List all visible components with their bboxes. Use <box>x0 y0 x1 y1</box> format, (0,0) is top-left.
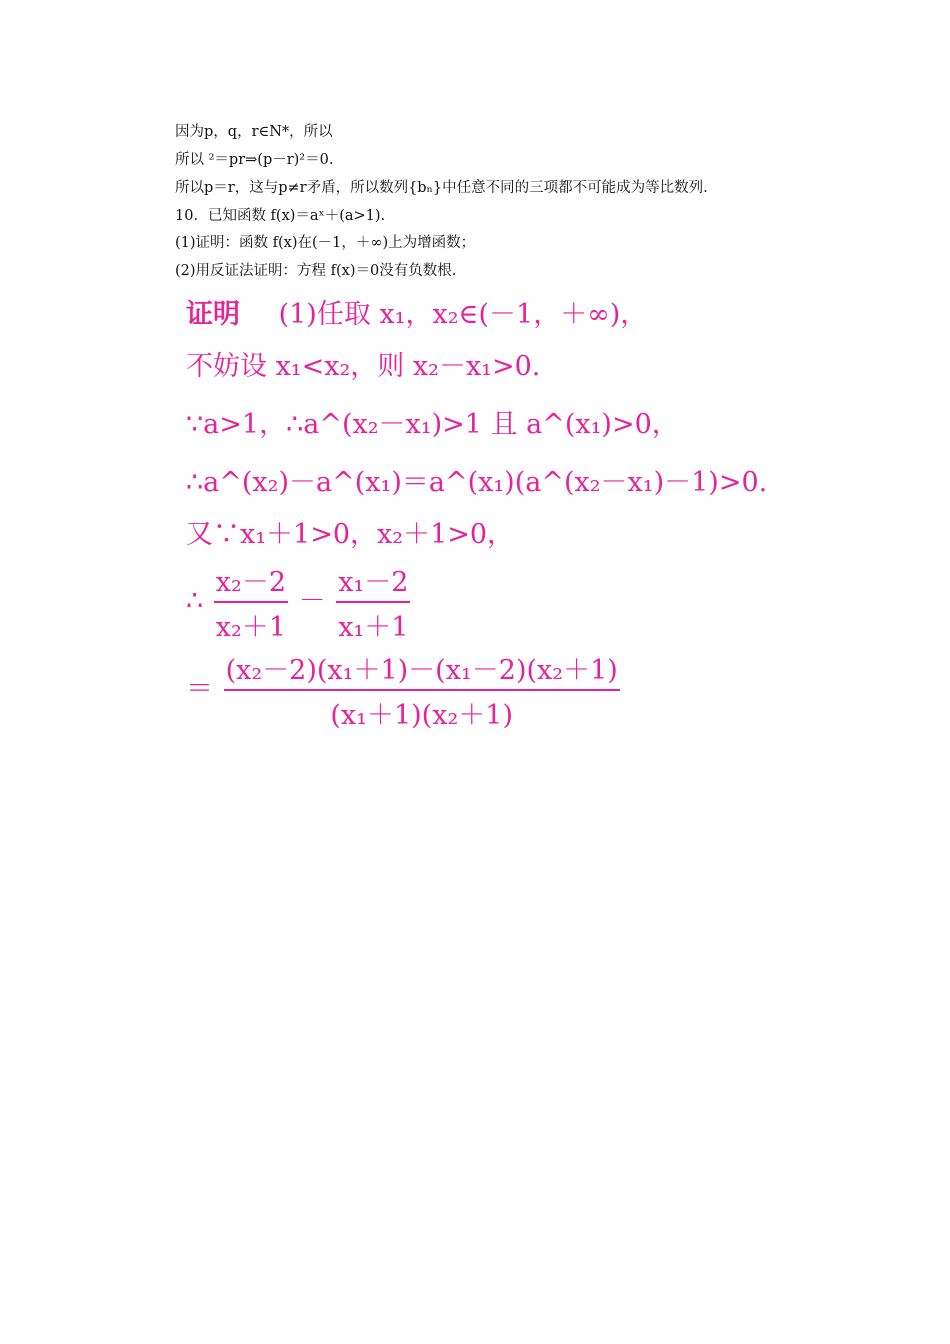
fraction-2-denominator: x₁＋1 <box>338 612 409 643</box>
proof-line-2: 不妨设 x₁<x₂，则 x₂－x₁>0. <box>186 351 541 382</box>
proof-line-3: ∵a>1，∴a^(x₂－x₁)>1 且 a^(x₁)>0， <box>186 409 679 440</box>
fraction-3 <box>224 648 620 732</box>
proof-heading: 证明 <box>186 299 240 330</box>
proof-line-6 <box>186 560 412 644</box>
fraction-2-numerator: x₁－2 <box>336 560 410 603</box>
proof-line-7 <box>186 648 622 732</box>
text-line-2: 所以 ²＝pr⇒(p－r)²＝0. <box>175 152 334 168</box>
text-line-3: 所以p＝r，这与p≠r矛盾，所以数列{bₙ}中任意不同的三项都不可能成为等比数列. <box>175 180 708 196</box>
equals-sign: ＝ <box>186 673 213 705</box>
proof-line-1 <box>186 292 647 331</box>
proof-line-5: 又∵x₁＋1>0，x₂＋1>0， <box>186 519 515 550</box>
minus-sign: － <box>298 585 326 617</box>
therefore-symbol: ∴ <box>186 585 204 617</box>
proof-line-4: ∴a^(x₂)－a^(x₁)＝a^(x₁)(a^(x₂－x₁)－1)>0. <box>186 467 768 498</box>
text-line-6: (2)用反证法证明：方程 f(x)＝0没有负数根. <box>175 263 457 279</box>
text-line-5: (1)证明：函数 f(x)在(－1，＋∞)上为增函数； <box>175 235 476 251</box>
fraction-3-denominator: (x₁＋1)(x₂＋1) <box>330 700 513 731</box>
fraction-1-numerator: x₂－2 <box>214 560 288 603</box>
text-line-1: 因为p，q，r∈N*，所以 <box>175 124 333 140</box>
fraction-2 <box>336 560 410 644</box>
fraction-1-denominator: x₂＋1 <box>215 612 287 643</box>
text-line-4: 10．已知函数 f(x)＝aˣ＋(a>1). <box>175 208 386 224</box>
fraction-1 <box>214 560 288 644</box>
fraction-3-numerator: (x₂－2)(x₁＋1)－(x₁－2)(x₂＋1) <box>224 648 620 691</box>
proof-line-1-text: (1)任取 x₁，x₂∈(－1，＋∞)， <box>278 299 648 330</box>
